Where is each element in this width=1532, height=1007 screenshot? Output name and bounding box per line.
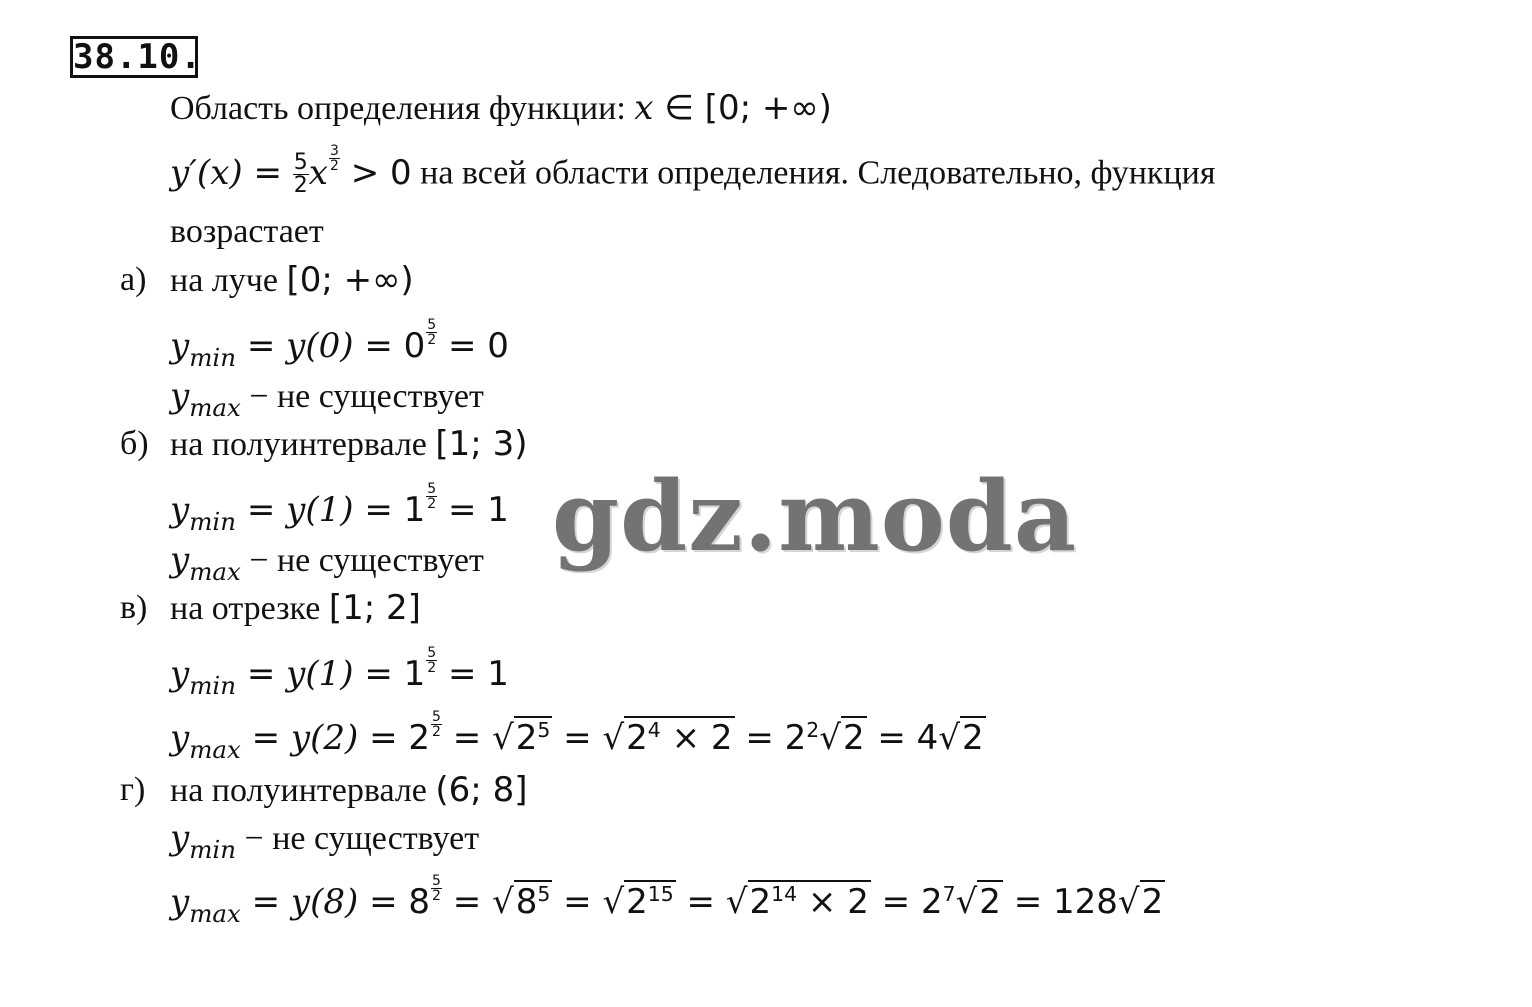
derivative-math: y′(x) = $\frac{5}{2}$ x $\frac{3}{2}$ > 0 <box>170 143 412 198</box>
watermark: gdz.moda <box>552 460 1078 573</box>
item-d-max: $y_{max} = y(8) = 8$ $\frac{5}{2}$ = $√8^5 = √2^{15} = √2^{14} \times 2 = 2^7√2 = 128√2$ <box>170 872 1164 928</box>
item-a-interval: [0; +∞) <box>286 260 414 300</box>
item-c-max: $y_{max} = y(2) = 2$ $\frac{5}{2}$ = $√2^5 = √2^4 \times 2 = 2^2√2 = 4√2$ <box>170 708 984 764</box>
item-b-label: б) <box>120 425 149 462</box>
item-a-title <box>170 260 414 301</box>
domain-line <box>170 88 832 129</box>
item-c-label: в) <box>120 589 148 626</box>
item-a-title-text: на луче <box>170 262 278 299</box>
item-d-min: $y_{min}$ − не существует <box>170 818 480 864</box>
item-b-min: $y_{min} = y(1) = 1$ $\frac{5}{2}$ = 1 <box>170 480 509 536</box>
item-a-label: а) <box>120 261 147 298</box>
item-b-title-text: на полуинтервале <box>170 426 427 463</box>
item-a-min-value: = 0 <box>447 326 509 366</box>
item-d-title <box>170 770 527 811</box>
item-d-interval: (6; 8] <box>435 770 528 810</box>
domain-text: Область определения функции: <box>170 90 626 127</box>
item-c-interval: [1; 2] <box>328 588 421 628</box>
item-c-title-text: на отрезке <box>170 590 321 627</box>
item-d-min-text: − не существует <box>244 820 480 857</box>
derivative-line <box>170 143 1216 198</box>
item-a-max-text: − не существует <box>249 378 484 415</box>
item-c-min-value: = 1 <box>447 654 509 694</box>
item-b-max-text: − не существует <box>249 542 484 579</box>
derivative-tail: на всей области определения. Следовательно, функция <box>420 154 1216 192</box>
exponent-three-halves: $\frac{3}{2}$ <box>329 143 339 174</box>
item-a-max: $y_{max}$ − не существует <box>170 376 484 422</box>
problem-number: 38.10. <box>70 36 198 78</box>
item-c-min: $y_{min} = y(1) = 1$ $\frac{5}{2}$ = 1 <box>170 644 509 700</box>
domain-math: x ∈ [0; +∞) <box>634 88 832 128</box>
item-b-title <box>170 424 527 465</box>
fraction-five-halves: $\frac{5}{2}$ <box>293 150 308 198</box>
item-d-title-text: на полуинтервале <box>170 772 427 809</box>
item-b-min-value: = 1 <box>447 490 509 530</box>
item-b-max: $y_{max}$ − не существует <box>170 540 484 586</box>
item-b-interval: [1; 3) <box>435 424 528 464</box>
item-d-label: г) <box>120 771 146 808</box>
item-c-title <box>170 588 421 629</box>
item-a-min: $y_{min} = y(0) = 0$ $\frac{5}{2}$ = 0 <box>170 316 509 372</box>
increases-line: возрастает <box>170 213 324 250</box>
